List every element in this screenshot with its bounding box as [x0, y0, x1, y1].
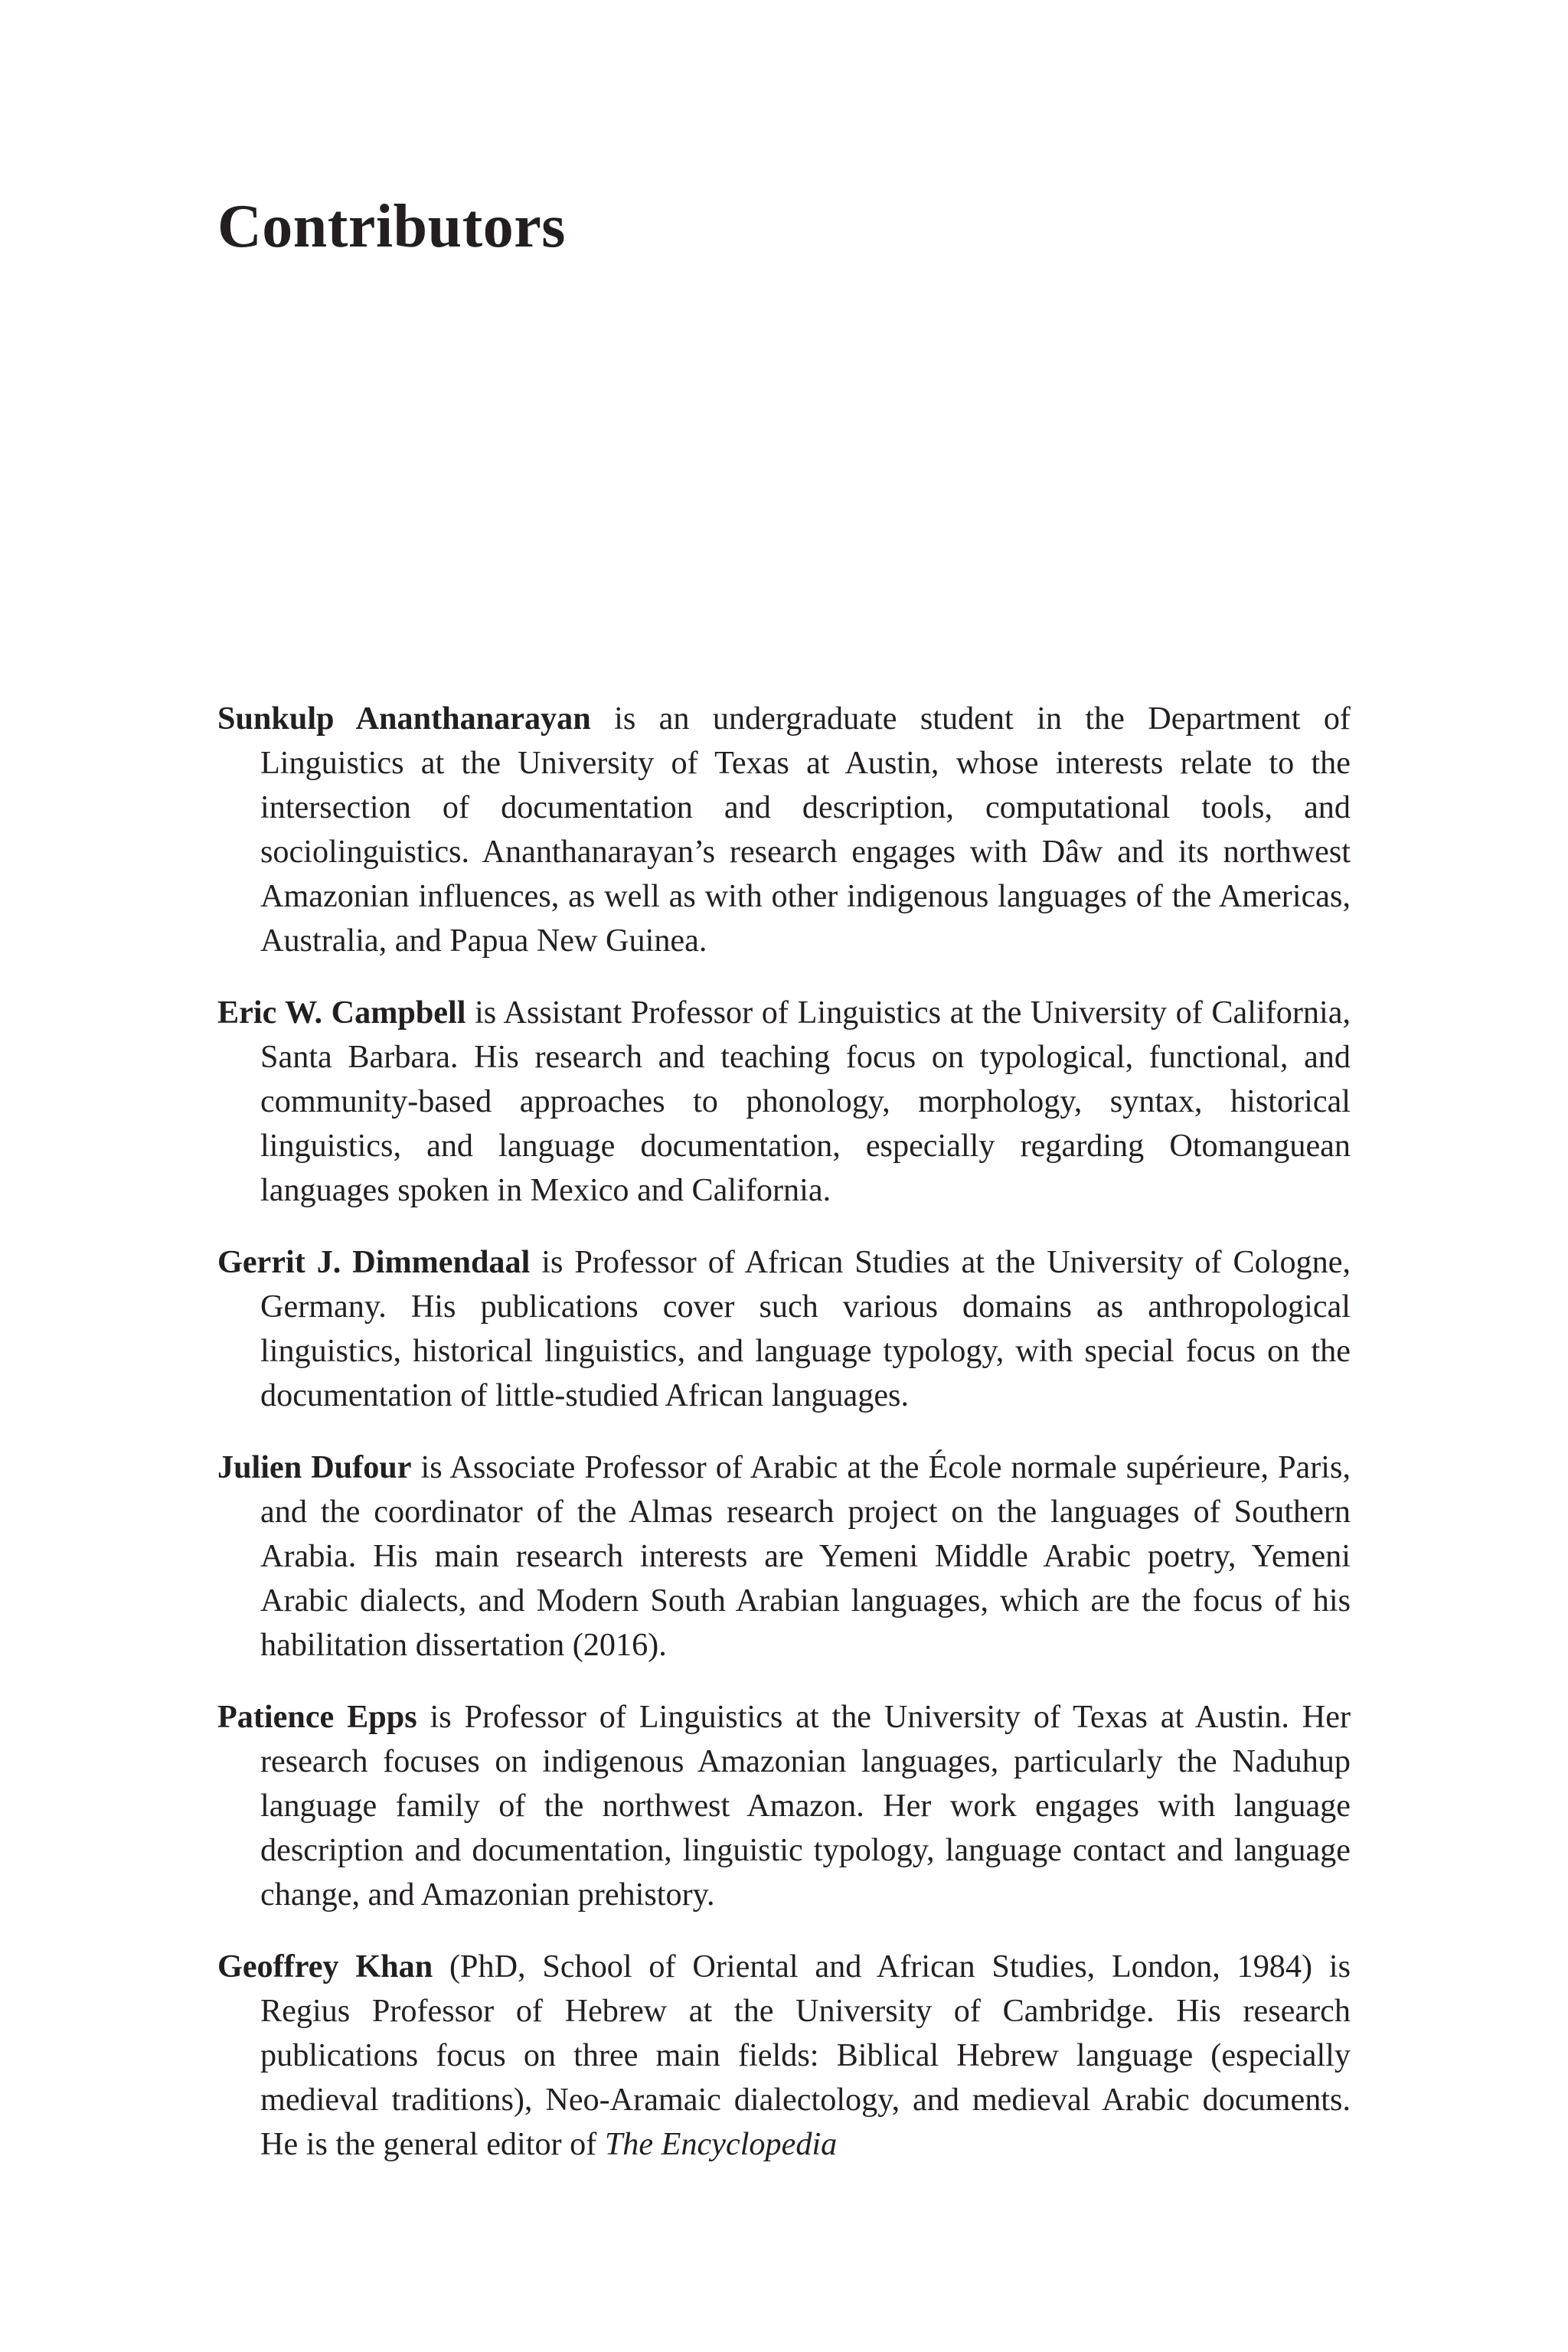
contributor-bio: is Assistant Professor of Linguistics at the University of California, Santa Barbara. His research and teaching focus on typological, functional, and community-based approaches to phonology, morphology, syntax, historical linguistics, and language documentation, especially regarding Otomanguean languages spoken in Mexico and California. — [260, 995, 1351, 1208]
contributor-entry-khan — [217, 1945, 1351, 2167]
contributor-bio: is Professor of Linguistics at the University of Texas at Austin. Her research focuses on indigenous Amazonian languages, particularly the Naduhup language family of the northwest Amazon. Her work engages with language description and documentation, linguistic typology, language contact and language change, and Amazonian prehistory. — [260, 1699, 1351, 1913]
contributor-name: Geoffrey Khan — [217, 1949, 433, 1984]
contributor-name: Eric W. Campbell — [217, 995, 466, 1031]
contributor-bio: is an undergraduate student in the Department of Linguistics at the University of Texas at Austin, whose interests relate to the intersection of documentation and description, computational tools, and sociolinguistics. Ananthanarayan’s research engages with Dâw and its northwest Amazonian influences, as well as with other indigenous languages of the Americas, Australia, and Papua New Guinea. — [260, 701, 1351, 959]
contributor-entry-epps — [217, 1695, 1351, 1917]
contributor-list — [217, 697, 1351, 2194]
contributor-name: Gerrit J. Dimmendaal — [217, 1244, 531, 1280]
contributor-entry-campbell — [217, 991, 1351, 1213]
contributor-name: Julien Dufour — [217, 1449, 412, 1485]
contributor-name: Sunkulp Ananthanarayan — [217, 701, 591, 737]
contributor-entry-ananthanarayan — [217, 697, 1351, 963]
contributor-name: Patience Epps — [217, 1699, 417, 1735]
contributor-bio: (PhD, School of Oriental and African Studies, London, 1984) is Regius Professor of Hebrew at the University of Cambridge. His research publications focus on three main fields: Biblical Hebrew language (especially medieval traditions), Neo-Aramaic dialectology, and medieval Arabic documents. He is the general editor of — [260, 1949, 1351, 2162]
contributor-entry-dimmendaal — [217, 1240, 1351, 1418]
contributor-bio: is Associate Professor of Arabic at the École normale supérieure, Paris, and the coordinator of the Almas research project on the languages of Southern Arabia. His main research interests are Yemeni Middle Arabic poetry, Yemeni Arabic dialects, and Modern South Arabian languages, which are the focus of his habilitation dissertation (2016). — [260, 1449, 1351, 1663]
book-title-italic: The Encyclopedia — [604, 2126, 838, 2162]
contributor-entry-dufour — [217, 1446, 1351, 1668]
page-title: Contributors — [217, 193, 566, 260]
contributor-bio: is Professor of African Studies at the University of Cologne, Germany. His publications cover such various domains as anthropological linguistics, historical linguistics, and language typology, with special focus on the documentation of little-studied African languages. — [260, 1244, 1351, 1413]
